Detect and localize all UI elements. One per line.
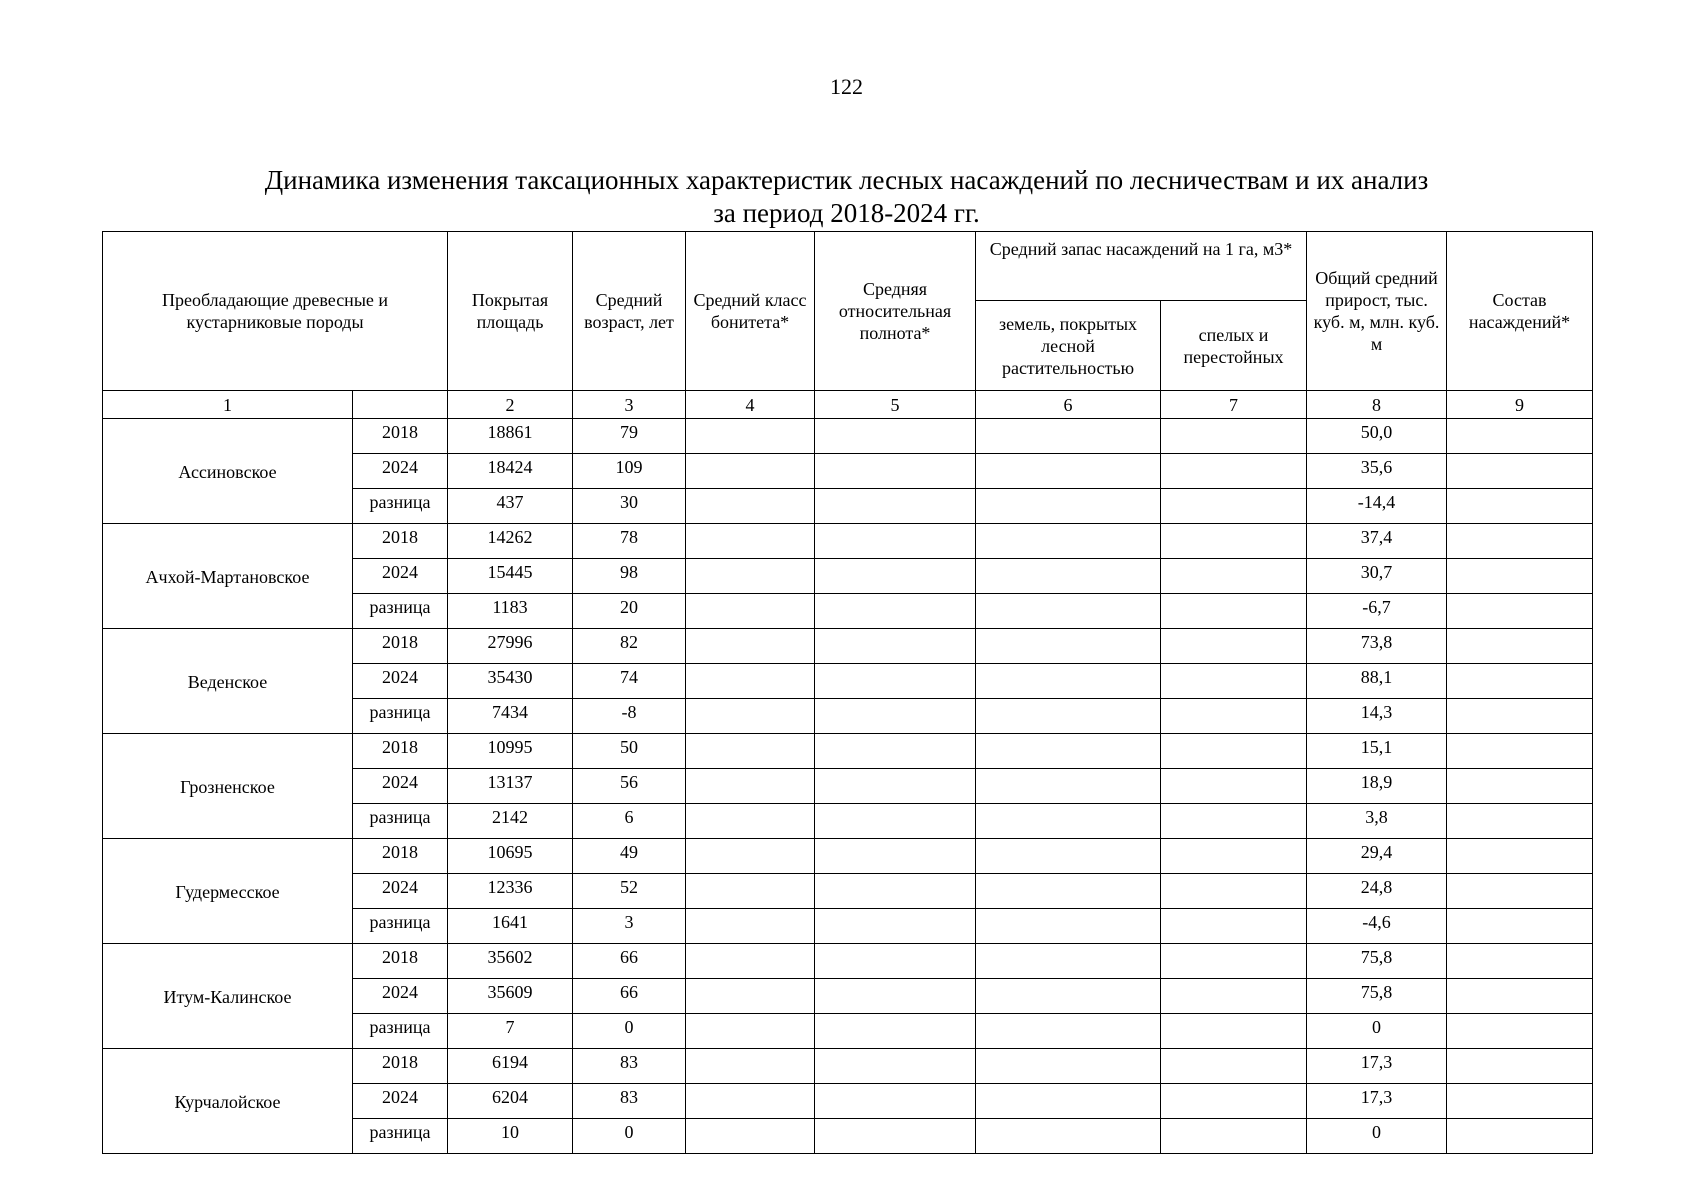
composition-cell xyxy=(1447,734,1593,769)
header-stock-land: земель, покрытых лесной растительностью xyxy=(976,301,1161,391)
age-cell: 49 xyxy=(573,839,686,874)
stock-mature-cell xyxy=(1161,944,1307,979)
header-growth: Общий средний прирост, тыс. куб. м, млн. куб. м xyxy=(1307,232,1447,391)
age-cell: 3 xyxy=(573,909,686,944)
period-cell: 2018 xyxy=(353,524,448,559)
stock-land-cell xyxy=(976,454,1161,489)
composition-cell xyxy=(1447,559,1593,594)
age-cell: 20 xyxy=(573,594,686,629)
table-row xyxy=(103,629,1593,664)
density-cell xyxy=(815,524,976,559)
age-cell: 83 xyxy=(573,1084,686,1119)
area-cell: 35430 xyxy=(448,664,573,699)
column-number: 4 xyxy=(686,391,815,419)
bonitet-cell xyxy=(686,804,815,839)
composition-cell xyxy=(1447,874,1593,909)
density-cell xyxy=(815,804,976,839)
growth-cell: -4,6 xyxy=(1307,909,1447,944)
area-cell: 10695 xyxy=(448,839,573,874)
stock-mature-cell xyxy=(1161,559,1307,594)
density-cell xyxy=(815,664,976,699)
density-cell xyxy=(815,909,976,944)
stock-mature-cell xyxy=(1161,909,1307,944)
growth-cell: 75,8 xyxy=(1307,979,1447,1014)
growth-cell: -6,7 xyxy=(1307,594,1447,629)
bonitet-cell xyxy=(686,419,815,454)
period-cell: 2024 xyxy=(353,1084,448,1119)
density-cell xyxy=(815,489,976,524)
density-cell xyxy=(815,944,976,979)
period-cell: разница xyxy=(353,699,448,734)
density-cell xyxy=(815,734,976,769)
composition-cell xyxy=(1447,419,1593,454)
table-title-line2: за период 2018-2024 гг. xyxy=(713,198,980,228)
age-cell: 83 xyxy=(573,1049,686,1084)
bonitet-cell xyxy=(686,1049,815,1084)
growth-cell: 18,9 xyxy=(1307,769,1447,804)
composition-cell xyxy=(1447,1014,1593,1049)
column-number: 9 xyxy=(1447,391,1593,419)
composition-cell xyxy=(1447,909,1593,944)
area-cell: 35602 xyxy=(448,944,573,979)
bonitet-cell xyxy=(686,909,815,944)
column-number xyxy=(353,391,448,419)
column-numbers-row xyxy=(103,391,1593,419)
density-cell xyxy=(815,769,976,804)
density-cell xyxy=(815,559,976,594)
composition-cell xyxy=(1447,839,1593,874)
table-title-line1: Динамика изменения таксационных характеристик лесных насаждений по лесничествам и их анализ xyxy=(264,165,1429,195)
composition-cell xyxy=(1447,769,1593,804)
period-cell: 2018 xyxy=(353,1049,448,1084)
bonitet-cell xyxy=(686,699,815,734)
period-cell: 2024 xyxy=(353,454,448,489)
period-cell: разница xyxy=(353,489,448,524)
bonitet-cell xyxy=(686,839,815,874)
age-cell: 0 xyxy=(573,1119,686,1154)
age-cell: 0 xyxy=(573,1014,686,1049)
composition-cell xyxy=(1447,524,1593,559)
area-cell: 27996 xyxy=(448,629,573,664)
age-cell: 66 xyxy=(573,979,686,1014)
area-cell: 6194 xyxy=(448,1049,573,1084)
stock-mature-cell xyxy=(1161,839,1307,874)
header-species: Преобладающие древесные и кустарниковые породы xyxy=(103,232,448,391)
bonitet-cell xyxy=(686,489,815,524)
density-cell xyxy=(815,1049,976,1084)
stock-mature-cell xyxy=(1161,454,1307,489)
bonitet-cell xyxy=(686,874,815,909)
age-cell: 78 xyxy=(573,524,686,559)
header-composition: Состав насаждений* xyxy=(1447,232,1593,391)
stock-land-cell xyxy=(976,1119,1161,1154)
composition-cell xyxy=(1447,699,1593,734)
stock-mature-cell xyxy=(1161,769,1307,804)
growth-cell: 35,6 xyxy=(1307,454,1447,489)
bonitet-cell xyxy=(686,664,815,699)
period-cell: 2018 xyxy=(353,629,448,664)
table-row xyxy=(103,524,1593,559)
stock-land-cell xyxy=(976,699,1161,734)
area-cell: 1641 xyxy=(448,909,573,944)
age-cell: 98 xyxy=(573,559,686,594)
bonitet-cell xyxy=(686,944,815,979)
composition-cell xyxy=(1447,804,1593,839)
stock-land-cell xyxy=(976,769,1161,804)
column-number: 7 xyxy=(1161,391,1307,419)
column-number: 3 xyxy=(573,391,686,419)
density-cell xyxy=(815,699,976,734)
table-row xyxy=(103,1049,1593,1084)
header-stock-group: Средний запас насаждений на 1 га, м3* xyxy=(976,232,1307,301)
period-cell: разница xyxy=(353,1119,448,1154)
age-cell: 6 xyxy=(573,804,686,839)
growth-cell: 30,7 xyxy=(1307,559,1447,594)
composition-cell xyxy=(1447,1084,1593,1119)
area-cell: 18861 xyxy=(448,419,573,454)
stock-mature-cell xyxy=(1161,699,1307,734)
stock-land-cell xyxy=(976,524,1161,559)
density-cell xyxy=(815,594,976,629)
growth-cell: 17,3 xyxy=(1307,1049,1447,1084)
area-cell: 13137 xyxy=(448,769,573,804)
density-cell xyxy=(815,454,976,489)
stock-mature-cell xyxy=(1161,594,1307,629)
forestry-name: Итум-Калинское xyxy=(103,944,353,1049)
period-cell: разница xyxy=(353,804,448,839)
forestry-name: Гудермесское xyxy=(103,839,353,944)
age-cell: -8 xyxy=(573,699,686,734)
area-cell: 18424 xyxy=(448,454,573,489)
growth-cell: -14,4 xyxy=(1307,489,1447,524)
area-cell: 1183 xyxy=(448,594,573,629)
stock-mature-cell xyxy=(1161,979,1307,1014)
bonitet-cell xyxy=(686,559,815,594)
density-cell xyxy=(815,629,976,664)
composition-cell xyxy=(1447,594,1593,629)
growth-cell: 17,3 xyxy=(1307,1084,1447,1119)
stock-land-cell xyxy=(976,1084,1161,1119)
density-cell xyxy=(815,1084,976,1119)
period-cell: разница xyxy=(353,594,448,629)
header-density: Средняя относительная полнота* xyxy=(815,232,976,391)
bonitet-cell xyxy=(686,1084,815,1119)
stock-mature-cell xyxy=(1161,489,1307,524)
stock-land-cell xyxy=(976,734,1161,769)
bonitet-cell xyxy=(686,734,815,769)
forestry-name: Ассиновское xyxy=(103,419,353,524)
stock-land-cell xyxy=(976,419,1161,454)
forestry-name: Грозненское xyxy=(103,734,353,839)
stock-mature-cell xyxy=(1161,1084,1307,1119)
area-cell: 14262 xyxy=(448,524,573,559)
area-cell: 12336 xyxy=(448,874,573,909)
period-cell: 2024 xyxy=(353,664,448,699)
bonitet-cell xyxy=(686,594,815,629)
forestry-name: Веденское xyxy=(103,629,353,734)
area-cell: 35609 xyxy=(448,979,573,1014)
growth-cell: 3,8 xyxy=(1307,804,1447,839)
stock-land-cell xyxy=(976,1049,1161,1084)
growth-cell: 0 xyxy=(1307,1014,1447,1049)
column-number: 8 xyxy=(1307,391,1447,419)
period-cell: 2024 xyxy=(353,769,448,804)
composition-cell xyxy=(1447,1119,1593,1154)
header-area: Покрытая площадь xyxy=(448,232,573,391)
density-cell xyxy=(815,1014,976,1049)
growth-cell: 50,0 xyxy=(1307,419,1447,454)
density-cell xyxy=(815,419,976,454)
header-age: Средний возраст, лет xyxy=(573,232,686,391)
density-cell xyxy=(815,979,976,1014)
composition-cell xyxy=(1447,664,1593,699)
area-cell: 15445 xyxy=(448,559,573,594)
composition-cell xyxy=(1447,629,1593,664)
area-cell: 10995 xyxy=(448,734,573,769)
bonitet-cell xyxy=(686,769,815,804)
stock-mature-cell xyxy=(1161,874,1307,909)
period-cell: 2024 xyxy=(353,979,448,1014)
growth-cell: 15,1 xyxy=(1307,734,1447,769)
stock-land-cell xyxy=(976,979,1161,1014)
density-cell xyxy=(815,839,976,874)
stock-land-cell xyxy=(976,664,1161,699)
growth-cell: 14,3 xyxy=(1307,699,1447,734)
composition-cell xyxy=(1447,454,1593,489)
column-number: 1 xyxy=(103,391,353,419)
stock-mature-cell xyxy=(1161,734,1307,769)
composition-cell xyxy=(1447,1049,1593,1084)
stock-mature-cell xyxy=(1161,664,1307,699)
period-cell: 2018 xyxy=(353,419,448,454)
period-cell: 2018 xyxy=(353,944,448,979)
age-cell: 82 xyxy=(573,629,686,664)
header-bonitet: Средний класс бонитета* xyxy=(686,232,815,391)
age-cell: 52 xyxy=(573,874,686,909)
page-number: 122 xyxy=(830,74,863,99)
column-number: 2 xyxy=(448,391,573,419)
age-cell: 109 xyxy=(573,454,686,489)
age-cell: 50 xyxy=(573,734,686,769)
growth-cell: 24,8 xyxy=(1307,874,1447,909)
table-title xyxy=(0,164,1693,230)
stock-land-cell xyxy=(976,594,1161,629)
table-row xyxy=(103,734,1593,769)
stock-land-cell xyxy=(976,909,1161,944)
stock-mature-cell xyxy=(1161,419,1307,454)
growth-cell: 73,8 xyxy=(1307,629,1447,664)
stock-land-cell xyxy=(976,944,1161,979)
table-row xyxy=(103,839,1593,874)
bonitet-cell xyxy=(686,629,815,664)
stock-mature-cell xyxy=(1161,629,1307,664)
period-cell: 2018 xyxy=(353,734,448,769)
growth-cell: 0 xyxy=(1307,1119,1447,1154)
density-cell xyxy=(815,1119,976,1154)
area-cell: 2142 xyxy=(448,804,573,839)
table-body xyxy=(103,419,1593,1154)
stock-mature-cell xyxy=(1161,524,1307,559)
composition-cell xyxy=(1447,979,1593,1014)
stock-land-cell xyxy=(976,489,1161,524)
bonitet-cell xyxy=(686,979,815,1014)
period-cell: разница xyxy=(353,909,448,944)
stock-mature-cell xyxy=(1161,1119,1307,1154)
forestry-name: Ачхой-Мартановское xyxy=(103,524,353,629)
forestry-characteristics-table xyxy=(102,231,1593,1154)
age-cell: 56 xyxy=(573,769,686,804)
age-cell: 79 xyxy=(573,419,686,454)
area-cell: 437 xyxy=(448,489,573,524)
area-cell: 7434 xyxy=(448,699,573,734)
area-cell: 10 xyxy=(448,1119,573,1154)
period-cell: 2024 xyxy=(353,559,448,594)
stock-land-cell xyxy=(976,804,1161,839)
growth-cell: 29,4 xyxy=(1307,839,1447,874)
column-number: 6 xyxy=(976,391,1161,419)
bonitet-cell xyxy=(686,1119,815,1154)
stock-mature-cell xyxy=(1161,1049,1307,1084)
composition-cell xyxy=(1447,944,1593,979)
period-cell: 2024 xyxy=(353,874,448,909)
area-cell: 7 xyxy=(448,1014,573,1049)
area-cell: 6204 xyxy=(448,1084,573,1119)
table-row xyxy=(103,944,1593,979)
bonitet-cell xyxy=(686,524,815,559)
bonitet-cell xyxy=(686,1014,815,1049)
stock-mature-cell xyxy=(1161,1014,1307,1049)
header-stock-mature: спелых и перестойных xyxy=(1161,301,1307,391)
age-cell: 30 xyxy=(573,489,686,524)
period-cell: разница xyxy=(353,1014,448,1049)
growth-cell: 37,4 xyxy=(1307,524,1447,559)
bonitet-cell xyxy=(686,454,815,489)
growth-cell: 88,1 xyxy=(1307,664,1447,699)
stock-land-cell xyxy=(976,559,1161,594)
table-row xyxy=(103,419,1593,454)
composition-cell xyxy=(1447,489,1593,524)
age-cell: 66 xyxy=(573,944,686,979)
forestry-name: Курчалойское xyxy=(103,1049,353,1154)
stock-land-cell xyxy=(976,1014,1161,1049)
growth-cell: 75,8 xyxy=(1307,944,1447,979)
column-number: 5 xyxy=(815,391,976,419)
period-cell: 2018 xyxy=(353,839,448,874)
age-cell: 74 xyxy=(573,664,686,699)
stock-land-cell xyxy=(976,629,1161,664)
density-cell xyxy=(815,874,976,909)
stock-land-cell xyxy=(976,874,1161,909)
stock-land-cell xyxy=(976,839,1161,874)
stock-mature-cell xyxy=(1161,804,1307,839)
